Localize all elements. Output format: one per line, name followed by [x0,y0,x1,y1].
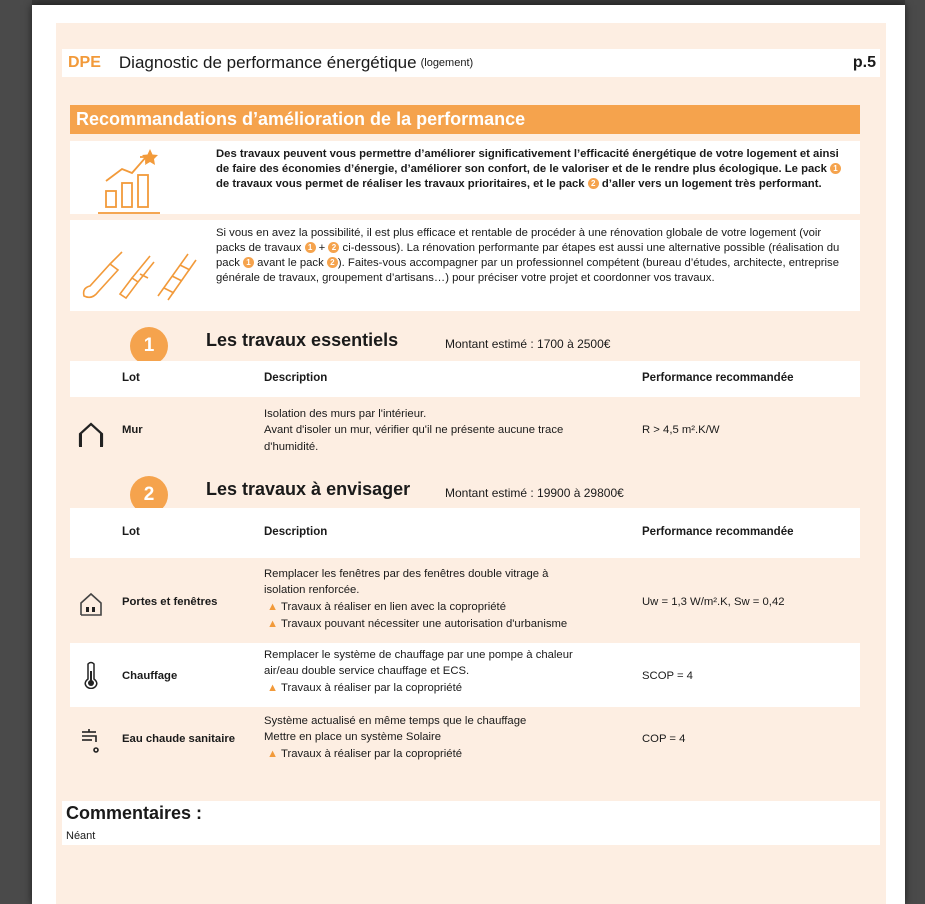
performance-value: Uw = 1,3 W/m².K, Sw = 0,42 [642,596,785,608]
table-row [70,709,860,769]
table-row [70,398,860,464]
section-title: Recommandations d’amélioration de la performance [70,105,860,134]
intro-text-1 [216,147,852,192]
performance-value: R > 4,5 m².K/W [642,424,720,436]
warning-line [264,680,634,697]
lot-label: Portes et fenêtres [122,596,218,608]
lot-label: Eau chaude sanitaire [122,733,236,745]
group1-amount: Montant estimé : 1700 à 2500€ [445,337,611,351]
intro-text-1c: d’aller vers un logement très performant. [598,177,822,190]
group1-title: Les travaux essentiels [206,330,399,350]
thermometer-icon [78,661,104,689]
window-house-icon [78,590,104,618]
pack-1-marker: 1 [243,257,254,268]
warning-text: Travaux à réaliser par la copropriété [280,681,463,694]
lot-label: Chauffage [122,670,178,682]
intro-text-2d: avant le pack [254,256,327,269]
intro-text-2e: ). Faites-vous accompagner par un professionnel compétent (bureau d’études, architecte, entreprise générale de travaux, groupement d’artisans…) pour préciser votre projet et coordonner vos travaux. [216,256,839,284]
desc-line: Isolation des murs par l'intérieur. [264,408,427,420]
row-description [264,566,634,633]
pack-2-marker: 2 [328,242,339,253]
warning-text: Travaux pouvant nécessiter une autorisation d'urbanisme [280,617,568,630]
desc-line: Mettre en place un système Solaire [264,731,442,744]
warning-icon: ▲ [267,747,279,760]
intro-text-2b: + [315,241,329,254]
wall-icon [78,420,104,448]
comments-value: Néant [66,830,96,842]
col-description: Description [264,372,328,384]
warning-line [264,599,634,616]
pack-2-marker: 2 [327,257,338,268]
group2-amount: Montant estimé : 19900 à 29800€ [445,486,624,500]
performance-value: COP = 4 [642,733,686,745]
desc-line: Avant d'isoler un mur, vérifier qu'il ne présente aucune trace [264,424,564,437]
lot-label: Mur [122,424,143,436]
intro-text-1a: Des travaux peuvent vous permettre d’améliorer significativement l’efficacité énergétique de votre logement et ainsi de faire des économies d’énergie, d’améliorer son confort, de le valoriser et de le rendre plus écologique. Le pack [216,148,839,175]
col-performance: Performance recommandée [642,526,794,538]
row-description [264,647,634,697]
pack-1-marker: 1 [305,242,316,253]
group1-badge: 1 [130,327,168,365]
warning-icon: ▲ [267,617,279,630]
comments-title: Commentaires : [66,803,203,823]
warning-text: Travaux à réaliser en lien avec la copropriété [280,600,506,613]
row-description [264,713,634,763]
comments-box [62,801,880,845]
document-sheet [32,5,905,904]
performance-value: SCOP = 4 [642,670,693,682]
group2-table-header [70,508,860,558]
page-subtitle: (logement) [420,57,474,69]
col-description: Description [264,526,328,538]
backdrop-left [0,0,32,904]
pack-2-marker: 2 [588,178,599,189]
table-row [70,560,860,640]
col-performance: Performance recommandée [642,372,794,384]
group2-title: Les travaux à envisager [206,479,411,499]
page-number: p.5 [852,54,876,71]
desc-line: d'humidité. [264,440,319,453]
header-code: DPE [68,54,101,71]
table-row [70,643,860,707]
document-page [56,23,886,904]
warning-text: Travaux à réaliser par la copropriété [280,747,463,760]
warning-line [264,746,634,763]
page-title: Diagnostic de performance énergétique [118,53,417,72]
desc-line: Remplacer les fenêtres par des fenêtres double vitrage à [264,568,549,580]
group2-badge: 2 [130,476,168,514]
intro-text-2 [216,226,852,286]
tools-icon [80,234,198,304]
col-lot: Lot [122,372,140,384]
growth-chart-icon [80,147,198,217]
faucet-icon [78,727,104,755]
intro-text-1b: de travaux vous permet de réaliser les travaux prioritaires, et le pack [216,177,588,190]
desc-line: Remplacer le système de chauffage par une pompe à chaleur [264,649,573,661]
intro-block-2 [70,220,860,311]
desc-line: Système actualisé en même temps que le chauffage [264,715,527,727]
page-header [62,49,880,77]
intro-text-2c: ci-dessous). La rénovation performante par étapes est aussi une alternative possible (réalisation du pack [216,241,840,269]
intro-text-2a: Si vous en avez la possibilité, il est plus efficace et rentable de procéder à une rénovation globale de votre logement (voir packs de travaux [216,227,822,254]
warning-line [264,616,634,633]
desc-line: air/eau double service chauffage et ECS. [264,665,470,678]
intro-block-1 [70,141,860,214]
warning-icon: ▲ [267,600,279,613]
backdrop-right [905,0,925,904]
pack-1-marker: 1 [830,163,841,174]
warning-icon: ▲ [267,681,279,694]
desc-line: isolation renforcée. [264,584,360,597]
col-lot: Lot [122,526,140,538]
group1-table-header [70,361,860,397]
row-description [264,406,634,455]
